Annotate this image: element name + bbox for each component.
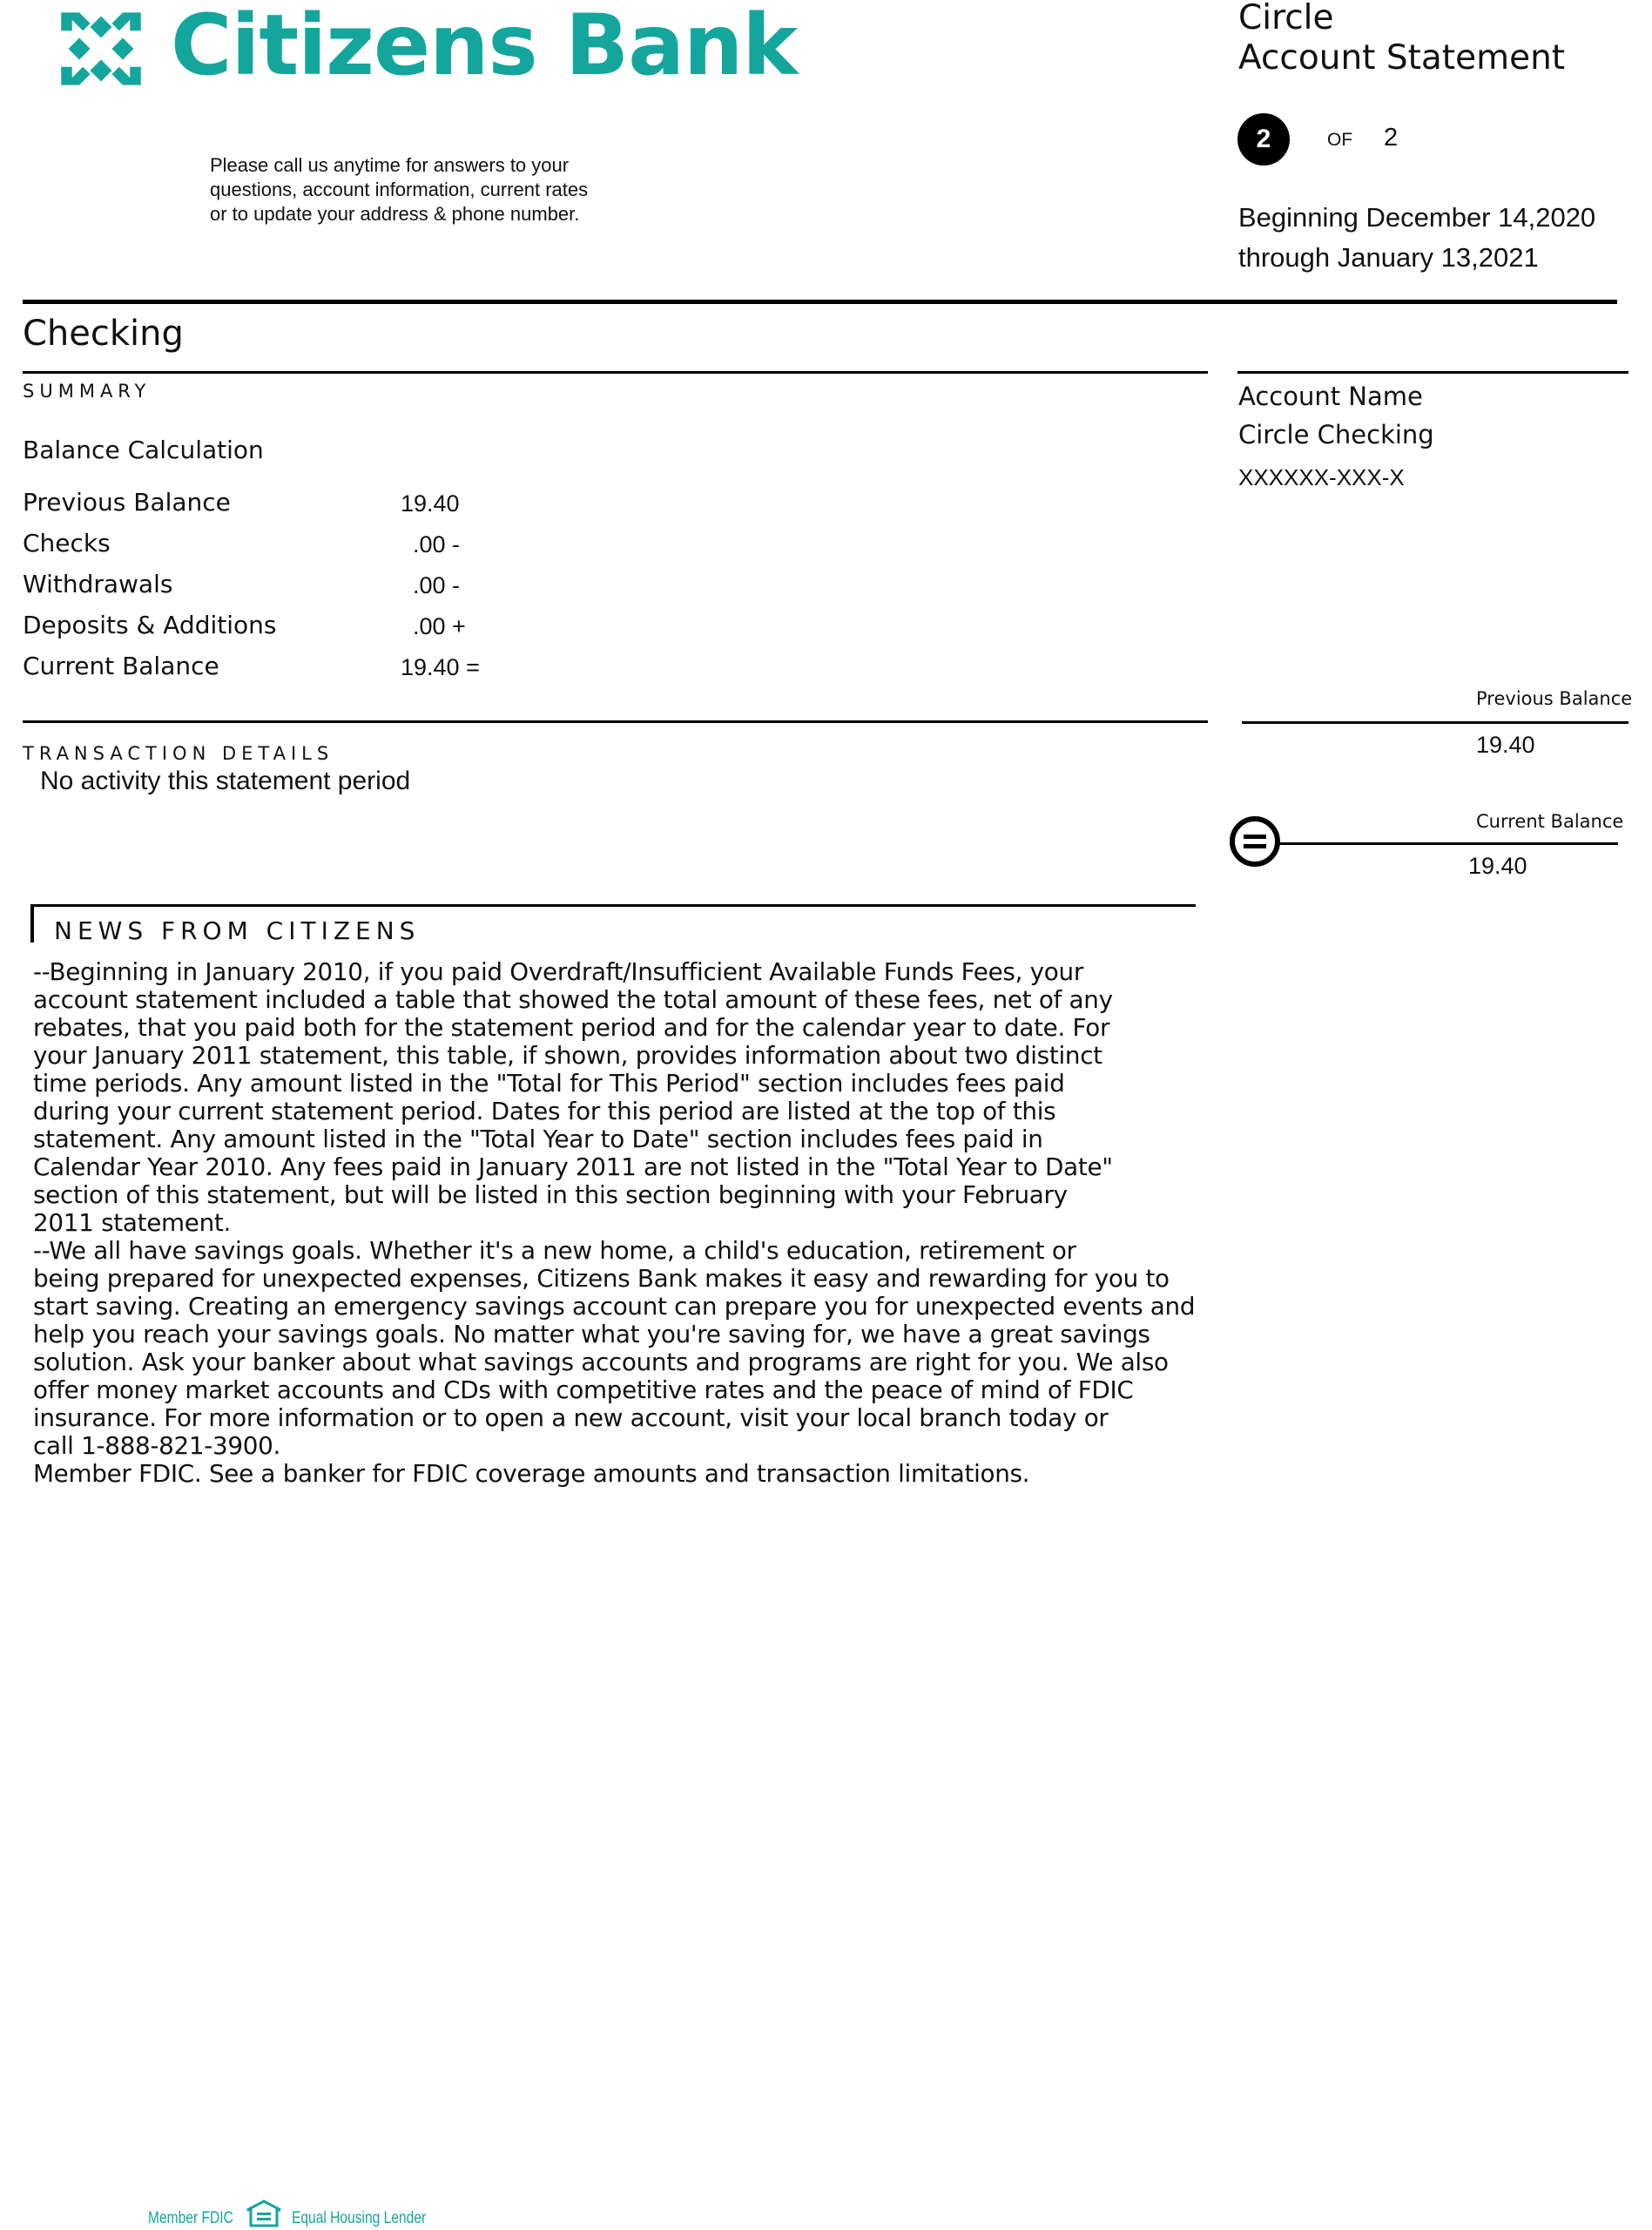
account-name-label: Account Name [1238,382,1423,411]
previous-balance-label: Previous Balance [1476,688,1633,709]
statement-title: Account Statement [1238,38,1566,78]
bank-name-logo: Citizens Bank [171,0,798,94]
account-name-value: Circle Checking [1238,420,1434,449]
citizens-bank-logo-icon [56,3,146,94]
news-body: --Beginning in January 2010, if you paid Overdraft/Insufficient Available Funds Fees, your account statement included a table that showed the total amount of these fees, net of any rebates, that you paid both for the statement period and for the calendar year to date. For your January 2011 statement, this table, if shown, provides information about two distinct time periods. Any amount listed in the "Total for This Period" section includes fees paid during your current statement period. Dates for this period are listed at the top of this statement. Any amount listed in the "Total Year to Date" section includes fees paid in Calendar Year 2010. Any fees paid in January 2011 are not listed in the "Total Year to Date" section of this statement, but will be listed in this section beginning with your February 2011 statement. --We all have savings goals. Whether it's a new home, a child's education, retirement or being prepared for unexpected expenses, Citizens Bank makes it easy and rewarding for you to start saving. Creating an emergency savings account can prepare you for unexpected events and help you reach your savings goals. No matter what you're saving for, we have a great savings solution. Ask your banker about what savings accounts and programs are right for you. We also offer money market accounts and CDs with competitive rates and the peace of mind of FDIC insurance. For more information or to open a new account, visit your local branch today or call 1-888-821-3900. Member FDIC. See a banker for FDIC coverage amounts and transaction limitations. [33,957,1196,1488]
checking-divider [23,371,1208,374]
balance-row-label: Previous Balance [23,488,231,517]
balance-row-value: .00 + [413,613,466,639]
balance-row-label: Deposits & Additions [23,611,277,639]
news-title: NEWS FROM CITIZENS [54,916,421,945]
total-pages: 2 [1384,124,1399,152]
summary-bottom-divider [23,720,1208,723]
current-page-badge [1237,113,1290,166]
equal-housing-icon [246,2200,282,2227]
balance-row-value: .00 - [413,572,461,598]
header-divider [23,300,1617,304]
member-fdic-text: Member FDIC [148,2209,233,2227]
equal-housing-text: Equal Housing Lender [292,2209,427,2227]
period-end: through January 13,2021 [1238,242,1539,273]
no-activity-message: No activity this statement period [40,767,411,795]
current-page-number: 2 [1256,125,1271,153]
previous-balance-rule [1242,721,1628,724]
previous-balance-value: 19.40 [1476,732,1535,758]
current-balance-value: 19.40 [1468,853,1527,879]
account-panel-divider [1237,371,1628,374]
balance-row-value: 19.40 [401,490,460,517]
news-left-rule [30,904,34,943]
transaction-details-label: TRANSACTION DETAILS [23,743,334,764]
balance-row-label: Current Balance [23,652,219,680]
section-title-checking: Checking [23,314,184,354]
equals-circle-icon [1229,815,1281,868]
current-balance-label: Current Balance [1476,811,1624,832]
balance-row-label: Withdrawals [23,570,173,598]
statement-product: Circle [1238,0,1334,37]
news-top-rule [30,904,1196,907]
page-of-label: OF [1327,130,1353,150]
balance-calculation-title: Balance Calculation [23,436,264,464]
summary-label: SUMMARY [23,381,152,402]
balance-row-value: .00 - [413,531,461,558]
balance-row-value: 19.40 = [401,654,480,680]
account-number: XXXXXX-XXX-X [1238,464,1405,490]
period-begin: Beginning December 14,2020 [1238,202,1596,233]
contact-tagline: Please call us anytime for answers to your questions, account information, current rates or to update your address & phone number. [210,154,589,225]
current-balance-rule [1278,842,1618,845]
balance-row-label: Checks [23,529,111,558]
